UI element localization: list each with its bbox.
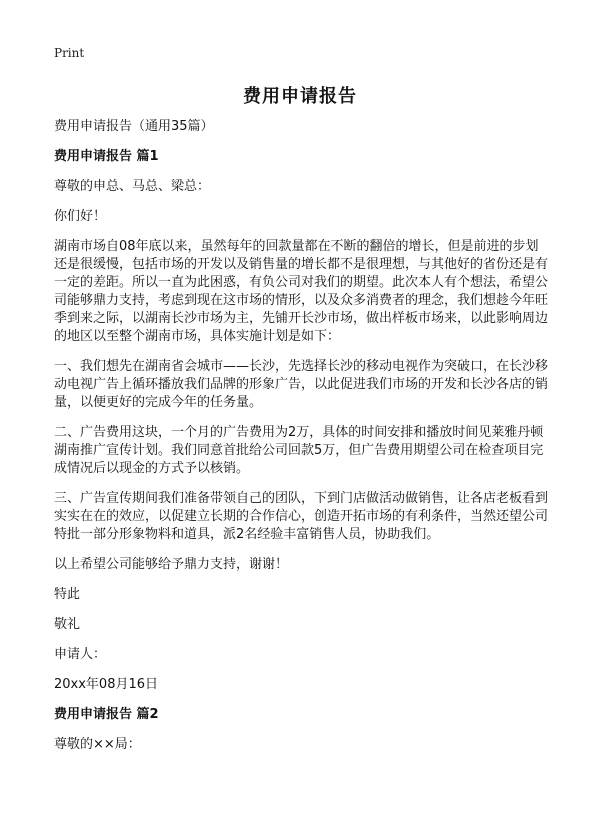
section-heading-2: 费用申请报告 篇2 [54, 707, 159, 722]
applicant-label: 申请人： [54, 647, 107, 662]
paragraph: 一、我们想先在湖南省会城市——长沙，先选择长沙的移动电视作为突破口，在长沙移动电视广告上循环播放我们品牌的形象广告，以此促进我们市场的开发和长沙各店的销量，以便更好的完成今年的任务量。 [54, 359, 549, 410]
document-subtitle: 费用申请报告（通用35篇） [54, 119, 214, 134]
document-body [54, 118, 550, 766]
sign-off: 特此 [54, 587, 81, 602]
section-heading-1: 费用申请报告 篇1 [54, 149, 159, 164]
closing-line: 以上希望公司能够给予鼎力支持，谢谢！ [54, 557, 289, 572]
salutation: 尊敬的申总、马总、梁总： [54, 179, 211, 194]
sign-off: 敬礼 [54, 617, 81, 632]
greeting: 你们好！ [54, 209, 107, 224]
date: 20xx年08月16日 [54, 677, 159, 692]
salutation: 尊敬的××局： [54, 737, 141, 752]
paragraph: 二、广告费用这块，一个月的广告费用为2万，具体的时间安排和播放时间见莱雅丹顿湖南推广宣传计划。我们同意首批给公司回款5万，但广告费用期望公司在检查项目完成情况后以现金的方式予以核销。 [54, 425, 544, 476]
page-title: 费用申请报告 [243, 86, 357, 107]
paragraph: 湖南市场自08年底以来，虽然每年的回款量都在不断的翻倍的增长，但是前进的步划还是很缓慢，包括市场的开发以及销售量的增长都不是很理想，与其他好的省份还是有一定的差距。所以一直为此困惑，有负公司对我们的期望。此次本人有个想法，希望公司能够鼎力支持，考虑到现在这市场的情形，以及众多消费者的理念，我们想趁今年旺季到来之际，以湖南长沙市场为主，先铺开长沙市场，做出样板市场来，以此影响周边的地区以至整个湖南市场，具体实施计划是如下： [54, 239, 549, 344]
print-link[interactable]: Print [54, 46, 85, 60]
paragraph: 三、广告宣传期间我们准备带领自己的团队，下到门店做活动做销售，让各店老板看到实实在在的效应，以促建立长期的合作信心，创造开拓市场的有利条件，当然还望公司特批一部分形象物料和道具，派2名经验丰富销售人员，协助我们。 [54, 491, 549, 542]
